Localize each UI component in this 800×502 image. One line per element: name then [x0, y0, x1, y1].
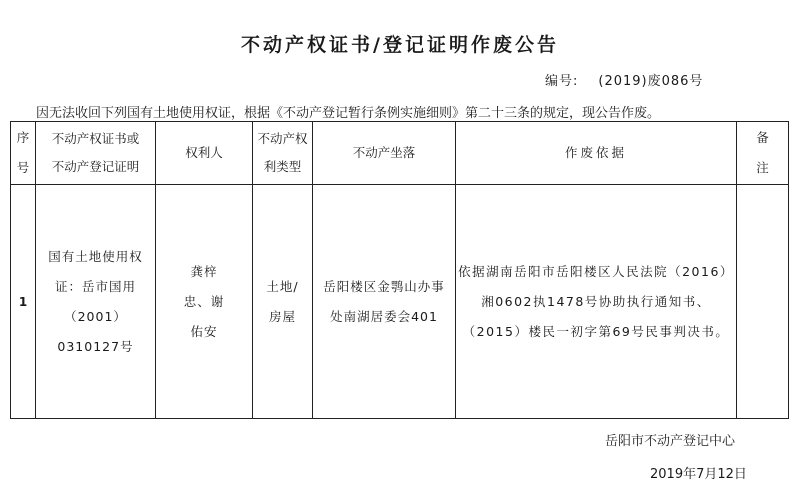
header-basis: 作废依据: [456, 122, 737, 185]
header-holder: 权利人: [156, 122, 253, 185]
notice-table: [10, 121, 789, 419]
row-seq: 1: [11, 185, 36, 419]
document-number: [545, 70, 703, 89]
header-remark: 备注: [737, 122, 789, 185]
row-remark: [737, 185, 789, 419]
row-basis: 依据湖南岳阳市岳阳楼区人民法院（2016）湘0602执1478号协助执行通知书、（2015）楼民一初字第69号民事判决书。: [456, 185, 737, 419]
row-location: 岳阳楼区金鹗山办事处南湖居委会401: [313, 185, 456, 419]
table-row: [11, 185, 789, 419]
document-number-value: (2019)废086号: [598, 74, 704, 89]
issue-date: 2019年7月12日: [650, 467, 747, 482]
header-right-type: 不动产权利类型: [253, 122, 313, 185]
row-holder: 龚梓忠、谢佑安: [156, 185, 253, 419]
row-right-type: 土地/房屋: [253, 185, 313, 419]
row-certificate: 国有土地使用权证：岳市国用（2001）0310127号: [36, 185, 156, 419]
intro-text: 因无法收回下列国有土地使用权证，根据《不动产登记暂行条例实施细则》第二十三条的规定，现公告作废。: [36, 106, 661, 121]
header-seq: 序号: [11, 122, 36, 185]
issuing-organization: 岳阳市不动产登记中心: [605, 434, 736, 449]
table-header-row: [11, 122, 789, 185]
header-certificate: 不动产权证书或不动产登记证明: [36, 122, 156, 185]
notice-title: 不动产权证书/登记证明作废公告: [241, 34, 559, 56]
header-location: 不动产坐落: [313, 122, 456, 185]
document-number-label: 编号:: [545, 74, 579, 89]
